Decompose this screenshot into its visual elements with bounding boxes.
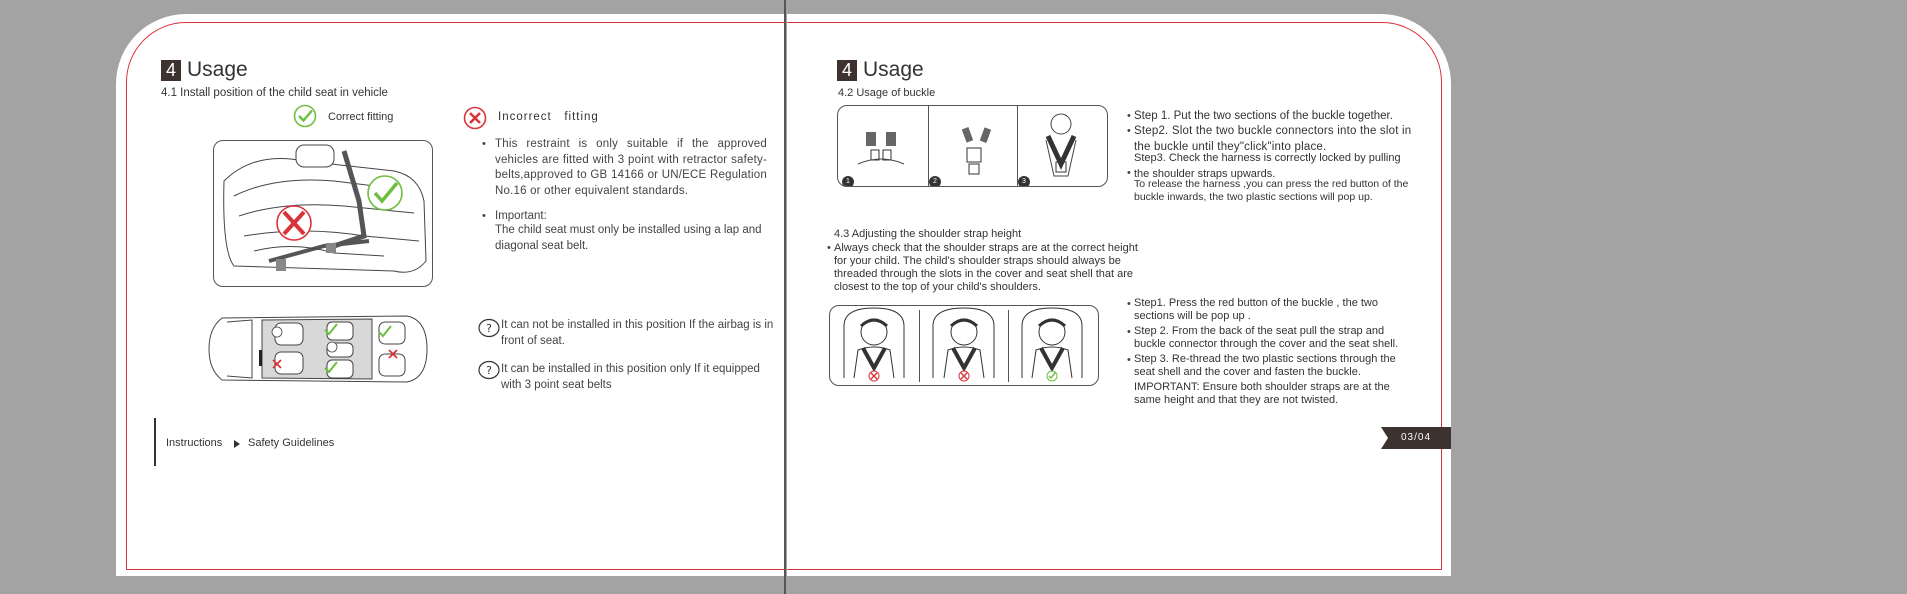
bullet-mark: • xyxy=(482,138,486,150)
footer-divider xyxy=(154,418,156,466)
cross-icon xyxy=(463,106,487,130)
page-number: 03/04 xyxy=(1400,432,1432,443)
section-title: Usage xyxy=(863,58,924,81)
footer-safety-guidelines: Safety Guidelines xyxy=(248,437,335,449)
check-icon xyxy=(293,104,317,128)
bullet-mark: • xyxy=(1127,125,1131,137)
correct-fitting-label: Correct fitting xyxy=(328,111,394,123)
footer-arrow-icon xyxy=(234,440,240,448)
panel-number-text: 2 xyxy=(933,178,937,185)
left-frame xyxy=(126,22,784,570)
bullet-mark: • xyxy=(1127,326,1131,338)
question-icon-2 xyxy=(478,360,500,380)
bullet-mark: • xyxy=(482,210,486,222)
strap-step-3: Step 3. Re-thread the two plastic sections through the seat shell and the cover and fasten the buckle. xyxy=(1134,353,1396,378)
panel-number-3 xyxy=(1018,176,1030,187)
bullet-mark: • xyxy=(1127,167,1131,179)
strap-step-2: Step 2. From the back of the seat pull the strap and buckle connector through the cover and the seat shell. xyxy=(1134,325,1399,350)
buckle-illustration xyxy=(837,105,1108,187)
car-seat-illustration xyxy=(213,140,433,287)
subsection-4-2: 4.2 Usage of buckle xyxy=(838,87,936,99)
important-title: Important: xyxy=(495,210,547,222)
bullet-mark: • xyxy=(1127,354,1131,366)
panel-number-2 xyxy=(929,176,941,187)
strap-step-1: Step1. Press the red button of the buckle , the two sections will be pop up . xyxy=(1134,297,1378,322)
svg-text:?: ? xyxy=(486,322,492,335)
subsection-4-3: 4.3 Adjusting the shoulder strap height xyxy=(834,228,1022,240)
footer-instructions: Instructions xyxy=(166,437,223,449)
bullet-mark: • xyxy=(1127,298,1131,310)
incorrect-fitting-label: Incorrect fitting xyxy=(498,111,599,123)
bullet-mark: • xyxy=(1127,110,1131,122)
buckle-step-2: Step2. Slot the two buckle connectors into the slot in the buckle until they"click"into place. xyxy=(1134,125,1412,153)
spine-line xyxy=(784,0,786,594)
bullet-mark: • xyxy=(827,242,831,254)
airbag-note: It can not be installed in this position If the airbag is in front of seat. xyxy=(501,319,774,347)
question-icon-1 xyxy=(478,318,500,338)
child-strap-illustration xyxy=(829,305,1099,386)
section-number: 4 xyxy=(837,60,857,81)
right-section-header xyxy=(837,58,924,82)
buckle-step-3: Step3. Check the harness is correctly locked by pulling the shoulder straps upwards. xyxy=(1134,152,1401,180)
section-title: Usage xyxy=(187,58,248,81)
suitability-paragraph: This restraint is only suitable if the approved vehicles are fitted with 3 point with retractor safety-belts,approved to GB 14166 or UN/ECE Regulation No.16 or other equivalent standards. xyxy=(495,138,767,197)
panel-number-text: 3 xyxy=(1022,178,1026,185)
panel-number-text: 1 xyxy=(846,178,850,185)
shoulder-height-paragraph: Always check that the shoulder straps are at the correct height for your child. The child's shoulder straps should always be threaded through the slots in the cover and seat shell that are closest to the top of your child's shoulders. xyxy=(834,242,1138,293)
belt-note: It can be installed in this position only If it equipped with 3 point seat belts xyxy=(501,363,760,391)
left-section-header xyxy=(161,58,248,82)
section-number: 4 xyxy=(161,60,181,81)
buckle-release-note: To release the harness ,you can press the red button of the buckle inwards, the two plastic sections will pop up. xyxy=(1134,178,1409,203)
buckle-step-1: Step 1. Put the two sections of the buckle together. xyxy=(1134,110,1393,122)
important-text: The child seat must only be installed using a lap and diagonal seat belt. xyxy=(495,224,762,252)
car-top-view-illustration xyxy=(207,310,429,388)
panel-number-1 xyxy=(842,176,854,187)
svg-text:?: ? xyxy=(486,364,492,377)
subsection-4-1: 4.1 Install position of the child seat in vehicle xyxy=(161,87,388,99)
strap-important: IMPORTANT: Ensure both shoulder straps are at the same height and that they are not twisted. xyxy=(1134,381,1390,406)
